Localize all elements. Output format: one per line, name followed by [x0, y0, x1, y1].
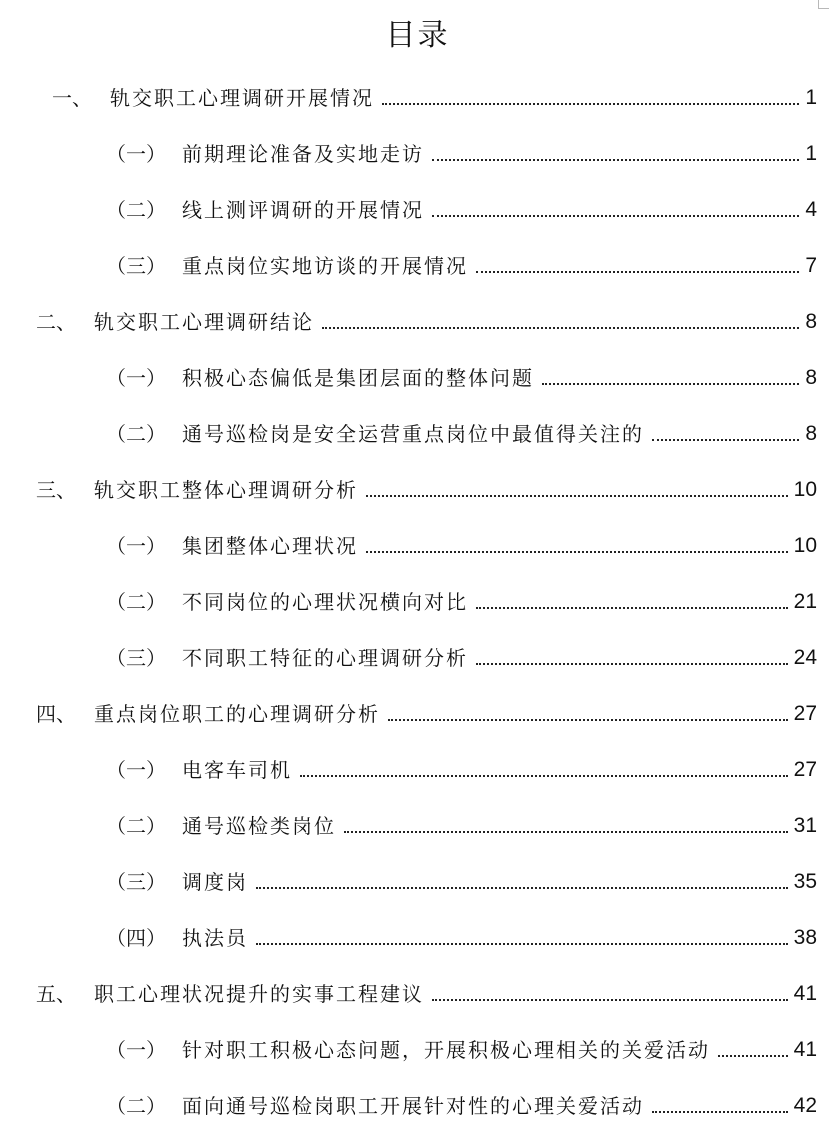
toc-page-number: 41 — [793, 982, 817, 1005]
toc-leader-dots — [382, 102, 799, 105]
toc-entry[interactable] — [106, 922, 817, 952]
toc-entry[interactable] — [36, 474, 817, 504]
toc-page-number: 27 — [793, 702, 817, 725]
toc-entry-number: （一） — [106, 366, 166, 390]
toc-entry[interactable] — [106, 250, 817, 280]
toc-entry[interactable] — [106, 1034, 817, 1064]
toc-leader-dots — [718, 1054, 788, 1057]
toc-entry[interactable] — [52, 82, 817, 112]
toc-entry-text: 积极心态偏低是集团层面的整体问题 — [182, 366, 534, 390]
toc-entry-text: 轨交职工心理调研结论 — [94, 310, 314, 334]
toc-entry-number: （一） — [106, 1038, 166, 1062]
toc-leader-dots — [476, 606, 788, 609]
toc-entry[interactable] — [106, 866, 817, 896]
toc-title: 目录 — [385, 18, 450, 53]
toc-entry-number: （一） — [106, 534, 166, 558]
toc-page-number: 4 — [805, 198, 817, 221]
toc-leader-dots — [256, 942, 788, 945]
toc-entry[interactable] — [36, 306, 817, 336]
toc-page-number: 24 — [793, 646, 817, 669]
toc-page-number: 38 — [793, 926, 817, 949]
toc-page-number: 1 — [805, 142, 817, 165]
toc-leader-dots — [476, 270, 799, 273]
toc-entry[interactable] — [36, 698, 817, 728]
toc-page-number: 8 — [805, 422, 817, 445]
toc-entry-number: （四） — [106, 926, 166, 950]
toc-entry-text: 执法员 — [182, 926, 248, 950]
toc-leader-dots — [652, 438, 799, 441]
toc-entry[interactable] — [106, 138, 817, 168]
toc-entry-number: （二） — [106, 422, 166, 446]
toc-entry-text: 通号巡检岗是安全运营重点岗位中最值得关注的 — [182, 422, 644, 446]
toc-entry-number: 四、 — [36, 702, 76, 726]
toc-leader-dots — [432, 158, 799, 161]
toc-entry[interactable] — [106, 586, 817, 616]
toc-entry-number: 一、 — [52, 86, 92, 110]
toc-entry-number: （三） — [106, 254, 166, 278]
toc-entry-number: 二、 — [36, 310, 76, 334]
toc-entry[interactable] — [106, 642, 817, 672]
toc-entry-number: （二） — [106, 814, 166, 838]
toc-leader-dots — [388, 718, 788, 721]
toc-entry-text: 集团整体心理状况 — [182, 534, 358, 558]
toc-entry-text: 通号巡检类岗位 — [182, 814, 336, 838]
toc-leader-dots — [542, 382, 799, 385]
toc-entry-number: （一） — [106, 142, 166, 166]
toc-leader-dots — [652, 1110, 788, 1113]
toc-entry-text: 不同岗位的心理状况横向对比 — [182, 590, 468, 614]
toc-leader-dots — [366, 550, 788, 553]
toc-page-number: 35 — [793, 870, 817, 893]
toc-entry-text: 轨交职工心理调研开展情况 — [110, 86, 374, 110]
toc-page-number: 42 — [793, 1094, 817, 1117]
toc-entry-number: （二） — [106, 590, 166, 614]
toc-page-number: 8 — [805, 366, 817, 389]
toc-entry[interactable] — [106, 418, 817, 448]
toc-leader-dots — [432, 214, 799, 217]
toc-page-number: 27 — [793, 758, 817, 781]
toc-page-number: 10 — [793, 534, 817, 557]
toc-entry[interactable] — [106, 754, 817, 784]
toc-leader-dots — [300, 774, 788, 777]
toc-entry[interactable] — [106, 362, 817, 392]
toc-entry-text: 调度岗 — [182, 870, 248, 894]
toc-entry[interactable] — [106, 810, 817, 840]
toc-leader-dots — [322, 326, 799, 329]
toc-page-number: 7 — [805, 254, 817, 277]
toc-leader-dots — [432, 998, 788, 1001]
toc-entry-text: 不同职工特征的心理调研分析 — [182, 646, 468, 670]
toc-page-number: 41 — [793, 1038, 817, 1061]
toc-entry[interactable] — [106, 194, 817, 224]
toc-entry[interactable] — [36, 978, 817, 1008]
toc-entry-text: 针对职工积极心态问题，开展积极心理相关的关爱活动 — [182, 1038, 710, 1062]
toc-leader-dots — [366, 494, 788, 497]
toc-entry-text: 职工心理状况提升的实事工程建议 — [94, 982, 424, 1006]
toc-entry-text: 前期理论准备及实地走访 — [182, 142, 424, 166]
toc-page-number: 31 — [793, 814, 817, 837]
page-corner-mark — [818, 0, 829, 9]
toc-leader-dots — [476, 662, 788, 665]
toc-entry-text: 电客车司机 — [182, 758, 292, 782]
toc-entry[interactable] — [106, 530, 817, 560]
toc-page-number: 10 — [793, 478, 817, 501]
toc-page-number: 1 — [805, 86, 817, 109]
toc-entry-number: 五、 — [36, 982, 76, 1006]
toc-entry-number: （三） — [106, 646, 166, 670]
toc-entry-number: 三、 — [36, 478, 76, 502]
toc-entry-number: （三） — [106, 870, 166, 894]
toc-entry-number: （二） — [106, 1094, 166, 1118]
toc-entry-number: （二） — [106, 198, 166, 222]
toc-page-number: 21 — [793, 590, 817, 613]
toc-entry-text: 轨交职工整体心理调研分析 — [94, 478, 358, 502]
toc-page-number: 8 — [805, 310, 817, 333]
toc-entry-text: 面向通号巡检岗职工开展针对性的心理关爱活动 — [182, 1094, 644, 1118]
toc-entry[interactable] — [106, 1090, 817, 1120]
toc-leader-dots — [256, 886, 788, 889]
toc-entry-text: 线上测评调研的开展情况 — [182, 198, 424, 222]
toc-leader-dots — [344, 830, 788, 833]
toc-entry-text: 重点岗位实地访谈的开展情况 — [182, 254, 468, 278]
toc-entry-number: （一） — [106, 758, 166, 782]
toc-entry-text: 重点岗位职工的心理调研分析 — [94, 702, 380, 726]
